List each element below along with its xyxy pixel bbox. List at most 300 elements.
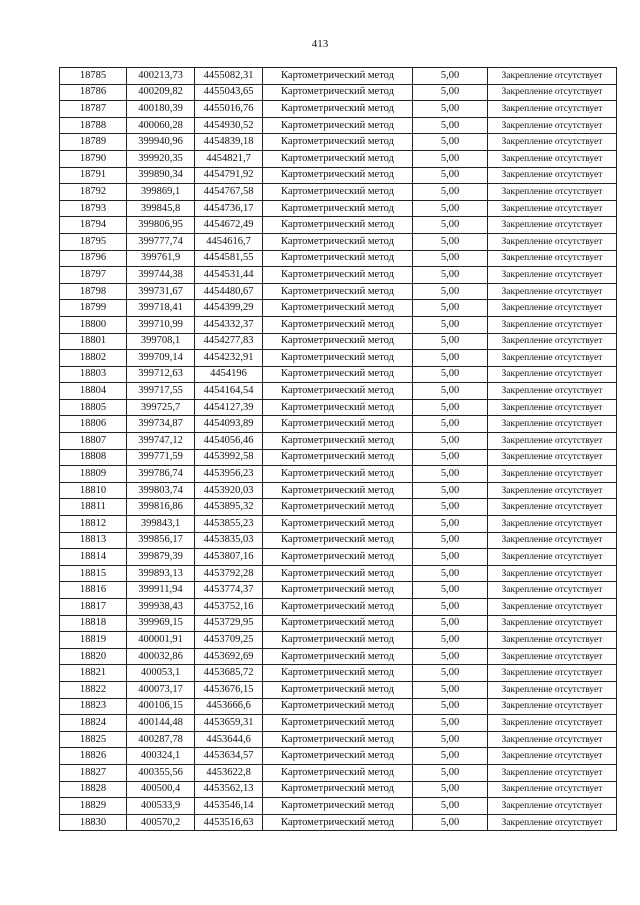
- point-number-cell: 18824: [60, 715, 127, 732]
- table-row: [60, 233, 617, 250]
- point-number-cell: 18809: [60, 466, 127, 483]
- accuracy-cell: 5,00: [413, 350, 488, 367]
- fixation-description-cell: Закрепление отсутствует: [488, 565, 617, 582]
- table-row: [60, 781, 617, 798]
- table-row: [60, 68, 617, 85]
- x-coordinate-cell: 399879,39: [127, 549, 195, 566]
- accuracy-cell: 5,00: [413, 68, 488, 85]
- x-coordinate-cell: 399786,74: [127, 466, 195, 483]
- point-number-cell: 18786: [60, 84, 127, 101]
- method-cell: Картометрический метод: [263, 748, 413, 765]
- coordinates-table: [59, 67, 617, 831]
- point-number-cell: 18803: [60, 366, 127, 383]
- fixation-description-cell: Закрепление отсутствует: [488, 499, 617, 516]
- point-number-cell: 18793: [60, 200, 127, 217]
- x-coordinate-cell: 399969,15: [127, 615, 195, 632]
- point-number-cell: 18815: [60, 565, 127, 582]
- method-cell: Картометрический метод: [263, 698, 413, 715]
- method-cell: Картометрический метод: [263, 84, 413, 101]
- accuracy-cell: 5,00: [413, 150, 488, 167]
- point-number-cell: 18823: [60, 698, 127, 715]
- table-row: [60, 250, 617, 267]
- y-coordinate-cell: 4453546,14: [195, 798, 263, 815]
- x-coordinate-cell: 400533,9: [127, 798, 195, 815]
- table-row: [60, 466, 617, 483]
- method-cell: Картометрический метод: [263, 681, 413, 698]
- point-number-cell: 18812: [60, 516, 127, 533]
- y-coordinate-cell: 4453676,15: [195, 681, 263, 698]
- y-coordinate-cell: 4454531,44: [195, 267, 263, 284]
- x-coordinate-cell: 399709,14: [127, 350, 195, 367]
- fixation-description-cell: Закрепление отсутствует: [488, 781, 617, 798]
- point-number-cell: 18822: [60, 681, 127, 698]
- method-cell: Картометрический метод: [263, 582, 413, 599]
- x-coordinate-cell: 399803,74: [127, 482, 195, 499]
- point-number-cell: 18821: [60, 665, 127, 682]
- accuracy-cell: 5,00: [413, 333, 488, 350]
- table-row: [60, 150, 617, 167]
- accuracy-cell: 5,00: [413, 549, 488, 566]
- accuracy-cell: 5,00: [413, 250, 488, 267]
- fixation-description-cell: Закрепление отсутствует: [488, 300, 617, 317]
- table-row: [60, 516, 617, 533]
- accuracy-cell: 5,00: [413, 184, 488, 201]
- point-number-cell: 18817: [60, 599, 127, 616]
- point-number-cell: 18792: [60, 184, 127, 201]
- y-coordinate-cell: 4453685,72: [195, 665, 263, 682]
- method-cell: Картометрический метод: [263, 416, 413, 433]
- coordinates-table-body: [60, 68, 617, 831]
- y-coordinate-cell: 4453562,13: [195, 781, 263, 798]
- y-coordinate-cell: 4453709,25: [195, 632, 263, 649]
- method-cell: Картометрический метод: [263, 615, 413, 632]
- accuracy-cell: 5,00: [413, 516, 488, 533]
- fixation-description-cell: Закрепление отсутствует: [488, 798, 617, 815]
- table-row: [60, 798, 617, 815]
- x-coordinate-cell: 400073,17: [127, 681, 195, 698]
- y-coordinate-cell: 4453792,28: [195, 565, 263, 582]
- fixation-description-cell: Закрепление отсутствует: [488, 366, 617, 383]
- method-cell: Картометрический метод: [263, 267, 413, 284]
- fixation-description-cell: Закрепление отсутствует: [488, 731, 617, 748]
- table-row: [60, 333, 617, 350]
- fixation-description-cell: Закрепление отсутствует: [488, 615, 617, 632]
- y-coordinate-cell: 4453659,31: [195, 715, 263, 732]
- table-row: [60, 648, 617, 665]
- fixation-description-cell: Закрепление отсутствует: [488, 333, 617, 350]
- fixation-description-cell: Закрепление отсутствует: [488, 715, 617, 732]
- fixation-description-cell: Закрепление отсутствует: [488, 482, 617, 499]
- accuracy-cell: 5,00: [413, 117, 488, 134]
- x-coordinate-cell: 400144,48: [127, 715, 195, 732]
- accuracy-cell: 5,00: [413, 134, 488, 151]
- y-coordinate-cell: 4453855,23: [195, 516, 263, 533]
- table-row: [60, 316, 617, 333]
- x-coordinate-cell: 399731,67: [127, 283, 195, 300]
- method-cell: Картометрический метод: [263, 798, 413, 815]
- accuracy-cell: 5,00: [413, 681, 488, 698]
- y-coordinate-cell: 4453774,37: [195, 582, 263, 599]
- fixation-description-cell: Закрепление отсутствует: [488, 416, 617, 433]
- x-coordinate-cell: 400106,15: [127, 698, 195, 715]
- x-coordinate-cell: 399920,35: [127, 150, 195, 167]
- x-coordinate-cell: 399845,8: [127, 200, 195, 217]
- table-row: [60, 499, 617, 516]
- y-coordinate-cell: 4453807,16: [195, 549, 263, 566]
- x-coordinate-cell: 400053,1: [127, 665, 195, 682]
- y-coordinate-cell: 4454127,39: [195, 399, 263, 416]
- point-number-cell: 18785: [60, 68, 127, 85]
- fixation-description-cell: Закрепление отсутствует: [488, 267, 617, 284]
- table-row: [60, 200, 617, 217]
- x-coordinate-cell: 400209,82: [127, 84, 195, 101]
- accuracy-cell: 5,00: [413, 731, 488, 748]
- table-row: [60, 731, 617, 748]
- fixation-description-cell: Закрепление отсутствует: [488, 681, 617, 698]
- fixation-description-cell: Закрепление отсутствует: [488, 399, 617, 416]
- method-cell: Картометрический метод: [263, 117, 413, 134]
- table-row: [60, 565, 617, 582]
- y-coordinate-cell: 4454277,83: [195, 333, 263, 350]
- y-coordinate-cell: 4454056,46: [195, 433, 263, 450]
- x-coordinate-cell: 400060,28: [127, 117, 195, 134]
- table-row: [60, 84, 617, 101]
- table-row: [60, 681, 617, 698]
- point-number-cell: 18802: [60, 350, 127, 367]
- method-cell: Картометрический метод: [263, 366, 413, 383]
- table-row: [60, 698, 617, 715]
- x-coordinate-cell: 400001,91: [127, 632, 195, 649]
- x-coordinate-cell: 399938,43: [127, 599, 195, 616]
- fixation-description-cell: Закрепление отсутствует: [488, 233, 617, 250]
- x-coordinate-cell: 399717,55: [127, 383, 195, 400]
- accuracy-cell: 5,00: [413, 233, 488, 250]
- table-row: [60, 167, 617, 184]
- point-number-cell: 18804: [60, 383, 127, 400]
- x-coordinate-cell: 399708,1: [127, 333, 195, 350]
- method-cell: Картометрический метод: [263, 565, 413, 582]
- accuracy-cell: 5,00: [413, 482, 488, 499]
- table-row: [60, 482, 617, 499]
- y-coordinate-cell: 4453956,23: [195, 466, 263, 483]
- fixation-description-cell: Закрепление отсутствует: [488, 814, 617, 831]
- table-row: [60, 134, 617, 151]
- page-number: 413: [311, 38, 329, 50]
- table-row: [60, 217, 617, 234]
- fixation-description-cell: Закрепление отсутствует: [488, 283, 617, 300]
- table-row: [60, 549, 617, 566]
- point-number-cell: 18791: [60, 167, 127, 184]
- accuracy-cell: 5,00: [413, 366, 488, 383]
- table-row: [60, 383, 617, 400]
- point-number-cell: 18819: [60, 632, 127, 649]
- table-row: [60, 599, 617, 616]
- fixation-description-cell: Закрепление отсутствует: [488, 250, 617, 267]
- y-coordinate-cell: 4453920,03: [195, 482, 263, 499]
- accuracy-cell: 5,00: [413, 449, 488, 466]
- method-cell: Картометрический метод: [263, 134, 413, 151]
- table-row: [60, 764, 617, 781]
- method-cell: Картометрический метод: [263, 814, 413, 831]
- method-cell: Картометрический метод: [263, 101, 413, 118]
- accuracy-cell: 5,00: [413, 715, 488, 732]
- x-coordinate-cell: 399747,12: [127, 433, 195, 450]
- accuracy-cell: 5,00: [413, 748, 488, 765]
- fixation-description-cell: Закрепление отсутствует: [488, 101, 617, 118]
- accuracy-cell: 5,00: [413, 582, 488, 599]
- y-coordinate-cell: 4453622,8: [195, 764, 263, 781]
- x-coordinate-cell: 399869,1: [127, 184, 195, 201]
- fixation-description-cell: Закрепление отсутствует: [488, 449, 617, 466]
- method-cell: Картометрический метод: [263, 532, 413, 549]
- y-coordinate-cell: 4453516,63: [195, 814, 263, 831]
- x-coordinate-cell: 399771,59: [127, 449, 195, 466]
- point-number-cell: 18796: [60, 250, 127, 267]
- accuracy-cell: 5,00: [413, 101, 488, 118]
- table-row: [60, 532, 617, 549]
- x-coordinate-cell: 399856,17: [127, 532, 195, 549]
- point-number-cell: 18829: [60, 798, 127, 815]
- point-number-cell: 18814: [60, 549, 127, 566]
- point-number-cell: 18794: [60, 217, 127, 234]
- method-cell: Картометрический метод: [263, 68, 413, 85]
- accuracy-cell: 5,00: [413, 416, 488, 433]
- accuracy-cell: 5,00: [413, 599, 488, 616]
- method-cell: Картометрический метод: [263, 300, 413, 317]
- table-row: [60, 366, 617, 383]
- y-coordinate-cell: 4454332,37: [195, 316, 263, 333]
- table-row: [60, 350, 617, 367]
- method-cell: Картометрический метод: [263, 516, 413, 533]
- y-coordinate-cell: 4455082,31: [195, 68, 263, 85]
- method-cell: Картометрический метод: [263, 764, 413, 781]
- x-coordinate-cell: 400180,39: [127, 101, 195, 118]
- accuracy-cell: 5,00: [413, 433, 488, 450]
- fixation-description-cell: Закрепление отсутствует: [488, 84, 617, 101]
- point-number-cell: 18795: [60, 233, 127, 250]
- table-row: [60, 433, 617, 450]
- y-coordinate-cell: 4453992,58: [195, 449, 263, 466]
- table-row: [60, 117, 617, 134]
- accuracy-cell: 5,00: [413, 300, 488, 317]
- point-number-cell: 18810: [60, 482, 127, 499]
- accuracy-cell: 5,00: [413, 316, 488, 333]
- accuracy-cell: 5,00: [413, 499, 488, 516]
- method-cell: Картометрический метод: [263, 350, 413, 367]
- accuracy-cell: 5,00: [413, 698, 488, 715]
- fixation-description-cell: Закрепление отсутствует: [488, 167, 617, 184]
- table-row: [60, 582, 617, 599]
- y-coordinate-cell: 4454196: [195, 366, 263, 383]
- method-cell: Картометрический метод: [263, 283, 413, 300]
- y-coordinate-cell: 4454930,52: [195, 117, 263, 134]
- accuracy-cell: 5,00: [413, 665, 488, 682]
- x-coordinate-cell: 399725,7: [127, 399, 195, 416]
- point-number-cell: 18816: [60, 582, 127, 599]
- y-coordinate-cell: 4454672,49: [195, 217, 263, 234]
- method-cell: Картометрический метод: [263, 167, 413, 184]
- fixation-description-cell: Закрепление отсутствует: [488, 599, 617, 616]
- method-cell: Картометрический метод: [263, 665, 413, 682]
- x-coordinate-cell: 400287,78: [127, 731, 195, 748]
- method-cell: Картометрический метод: [263, 466, 413, 483]
- fixation-description-cell: Закрепление отсутствует: [488, 648, 617, 665]
- point-number-cell: 18790: [60, 150, 127, 167]
- table-row: [60, 416, 617, 433]
- fixation-description-cell: Закрепление отсутствует: [488, 764, 617, 781]
- method-cell: Картометрический метод: [263, 200, 413, 217]
- x-coordinate-cell: 399816,86: [127, 499, 195, 516]
- table-row: [60, 184, 617, 201]
- y-coordinate-cell: 4454232,91: [195, 350, 263, 367]
- y-coordinate-cell: 4455043,65: [195, 84, 263, 101]
- fixation-description-cell: Закрепление отсутствует: [488, 582, 617, 599]
- method-cell: Картометрический метод: [263, 333, 413, 350]
- y-coordinate-cell: 4453729,95: [195, 615, 263, 632]
- table-row: [60, 615, 617, 632]
- table-row: [60, 814, 617, 831]
- method-cell: Картометрический метод: [263, 217, 413, 234]
- y-coordinate-cell: 4453835,03: [195, 532, 263, 549]
- method-cell: Картометрический метод: [263, 499, 413, 516]
- table-row: [60, 267, 617, 284]
- method-cell: Картометрический метод: [263, 715, 413, 732]
- x-coordinate-cell: 400500,4: [127, 781, 195, 798]
- x-coordinate-cell: 400570,2: [127, 814, 195, 831]
- method-cell: Картометрический метод: [263, 632, 413, 649]
- table-row: [60, 715, 617, 732]
- method-cell: Картометрический метод: [263, 399, 413, 416]
- accuracy-cell: 5,00: [413, 648, 488, 665]
- fixation-description-cell: Закрепление отсутствует: [488, 549, 617, 566]
- point-number-cell: 18801: [60, 333, 127, 350]
- accuracy-cell: 5,00: [413, 167, 488, 184]
- accuracy-cell: 5,00: [413, 217, 488, 234]
- accuracy-cell: 5,00: [413, 814, 488, 831]
- x-coordinate-cell: 400355,56: [127, 764, 195, 781]
- x-coordinate-cell: 399940,96: [127, 134, 195, 151]
- accuracy-cell: 5,00: [413, 399, 488, 416]
- method-cell: Картометрический метод: [263, 648, 413, 665]
- fixation-description-cell: Закрепление отсутствует: [488, 383, 617, 400]
- fixation-description-cell: Закрепление отсутствует: [488, 433, 617, 450]
- point-number-cell: 18808: [60, 449, 127, 466]
- accuracy-cell: 5,00: [413, 466, 488, 483]
- method-cell: Картометрический метод: [263, 433, 413, 450]
- table-row: [60, 665, 617, 682]
- fixation-description-cell: Закрепление отсутствует: [488, 532, 617, 549]
- fixation-description-cell: Закрепление отсутствует: [488, 200, 617, 217]
- point-number-cell: 18818: [60, 615, 127, 632]
- method-cell: Картометрический метод: [263, 150, 413, 167]
- x-coordinate-cell: 399718,41: [127, 300, 195, 317]
- accuracy-cell: 5,00: [413, 798, 488, 815]
- y-coordinate-cell: 4453634,57: [195, 748, 263, 765]
- x-coordinate-cell: 399712,63: [127, 366, 195, 383]
- fixation-description-cell: Закрепление отсутствует: [488, 184, 617, 201]
- method-cell: Картометрический метод: [263, 731, 413, 748]
- table-row: [60, 748, 617, 765]
- y-coordinate-cell: 4454791,92: [195, 167, 263, 184]
- point-number-cell: 18807: [60, 433, 127, 450]
- x-coordinate-cell: 399843,1: [127, 516, 195, 533]
- x-coordinate-cell: 400032,86: [127, 648, 195, 665]
- y-coordinate-cell: 4453644,6: [195, 731, 263, 748]
- point-number-cell: 18811: [60, 499, 127, 516]
- accuracy-cell: 5,00: [413, 781, 488, 798]
- accuracy-cell: 5,00: [413, 764, 488, 781]
- fixation-description-cell: Закрепление отсутствует: [488, 316, 617, 333]
- point-number-cell: 18830: [60, 814, 127, 831]
- point-number-cell: 18789: [60, 134, 127, 151]
- x-coordinate-cell: 400213,73: [127, 68, 195, 85]
- y-coordinate-cell: 4455016,76: [195, 101, 263, 118]
- point-number-cell: 18827: [60, 764, 127, 781]
- y-coordinate-cell: 4454821,7: [195, 150, 263, 167]
- fixation-description-cell: Закрепление отсутствует: [488, 632, 617, 649]
- accuracy-cell: 5,00: [413, 200, 488, 217]
- y-coordinate-cell: 4454839,18: [195, 134, 263, 151]
- method-cell: Картометрический метод: [263, 549, 413, 566]
- accuracy-cell: 5,00: [413, 565, 488, 582]
- point-number-cell: 18826: [60, 748, 127, 765]
- method-cell: Картометрический метод: [263, 316, 413, 333]
- x-coordinate-cell: 400324,1: [127, 748, 195, 765]
- point-number-cell: 18820: [60, 648, 127, 665]
- y-coordinate-cell: 4453752,16: [195, 599, 263, 616]
- accuracy-cell: 5,00: [413, 632, 488, 649]
- fixation-description-cell: Закрепление отсутствует: [488, 466, 617, 483]
- point-number-cell: 18788: [60, 117, 127, 134]
- point-number-cell: 18799: [60, 300, 127, 317]
- fixation-description-cell: Закрепление отсутствует: [488, 217, 617, 234]
- y-coordinate-cell: 4454736,17: [195, 200, 263, 217]
- x-coordinate-cell: 399806,95: [127, 217, 195, 234]
- table-row: [60, 283, 617, 300]
- fixation-description-cell: Закрепление отсутствует: [488, 150, 617, 167]
- method-cell: Картометрический метод: [263, 184, 413, 201]
- table-row: [60, 449, 617, 466]
- table-row: [60, 101, 617, 118]
- x-coordinate-cell: 399890,34: [127, 167, 195, 184]
- accuracy-cell: 5,00: [413, 383, 488, 400]
- y-coordinate-cell: 4454616,7: [195, 233, 263, 250]
- point-number-cell: 18828: [60, 781, 127, 798]
- method-cell: Картометрический метод: [263, 250, 413, 267]
- method-cell: Картометрический метод: [263, 482, 413, 499]
- y-coordinate-cell: 4453666,6: [195, 698, 263, 715]
- fixation-description-cell: Закрепление отсутствует: [488, 350, 617, 367]
- y-coordinate-cell: 4454093,89: [195, 416, 263, 433]
- accuracy-cell: 5,00: [413, 84, 488, 101]
- point-number-cell: 18787: [60, 101, 127, 118]
- point-number-cell: 18825: [60, 731, 127, 748]
- table-row: [60, 300, 617, 317]
- x-coordinate-cell: 399744,38: [127, 267, 195, 284]
- method-cell: Картометрический метод: [263, 233, 413, 250]
- point-number-cell: 18805: [60, 399, 127, 416]
- accuracy-cell: 5,00: [413, 267, 488, 284]
- table-row: [60, 632, 617, 649]
- fixation-description-cell: Закрепление отсутствует: [488, 698, 617, 715]
- x-coordinate-cell: 399777,74: [127, 233, 195, 250]
- point-number-cell: 18806: [60, 416, 127, 433]
- x-coordinate-cell: 399734,87: [127, 416, 195, 433]
- accuracy-cell: 5,00: [413, 615, 488, 632]
- point-number-cell: 18800: [60, 316, 127, 333]
- accuracy-cell: 5,00: [413, 283, 488, 300]
- y-coordinate-cell: 4454164,54: [195, 383, 263, 400]
